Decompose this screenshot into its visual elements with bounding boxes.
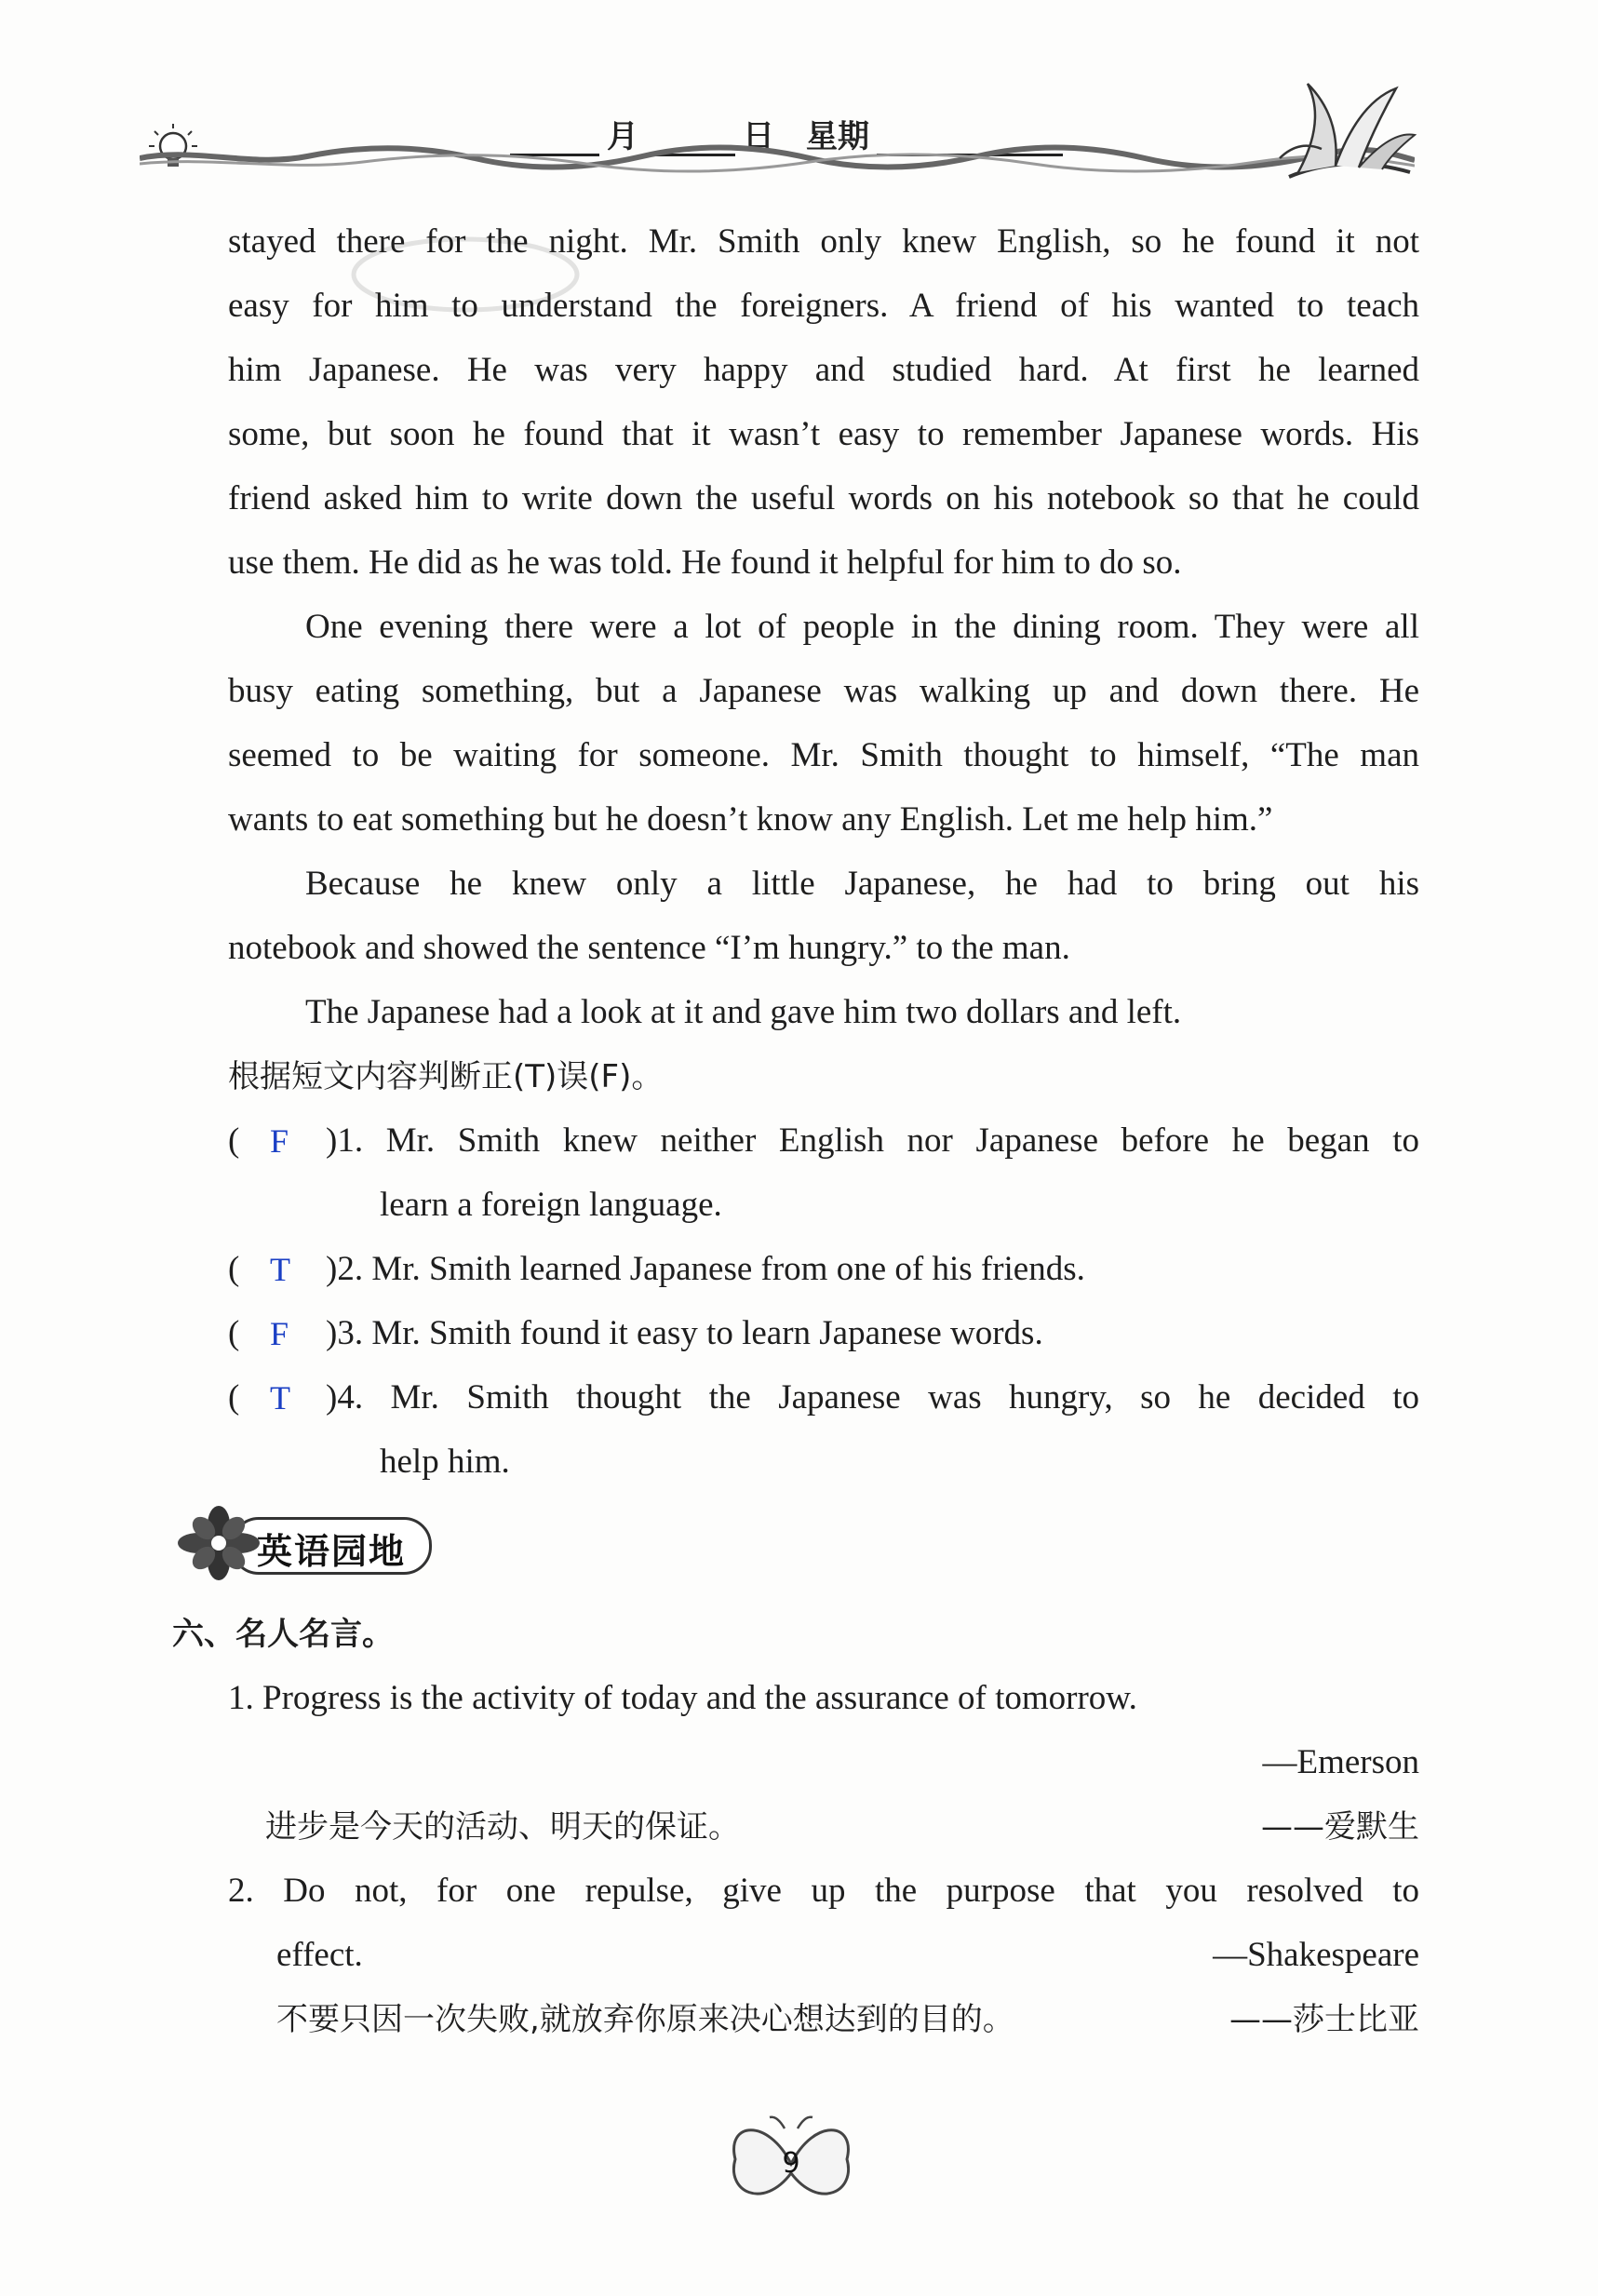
tf-paren: ( [228, 1378, 240, 1417]
quote-1-author-zh: ——爱默生 [1261, 1808, 1419, 1846]
quote-1-zh [265, 1801, 1419, 1853]
day-label: 日 [743, 118, 774, 155]
passage-line: wants to eat something but he doesn’t know any English. Let me help him.” [228, 800, 1273, 839]
quote-1-zh-text: 进步是今天的活动、明天的保证。 [265, 1808, 740, 1846]
tf-question-1-cont: learn a foreign language. [380, 1186, 722, 1224]
header-divider [140, 140, 1415, 177]
page-header [0, 0, 1598, 205]
quote-2-author-zh: ——莎士比亚 [1229, 2001, 1419, 2038]
tf-item-1 [228, 1115, 1419, 1167]
passage-line: friend asked him to write down the useful words on his notebook so that he could [228, 479, 1419, 517]
tf-paren: ( [228, 1250, 240, 1288]
passage-line: some, but soon he found that it wasn’t easy to remember Japanese words. His [228, 415, 1419, 453]
tf-answer-1[interactable]: F [270, 1122, 289, 1160]
flower-icon [168, 1506, 270, 1580]
banner-label: 英语园地 [257, 1531, 407, 1572]
tf-answer-2[interactable]: T [270, 1251, 290, 1288]
task-instruction: 根据短文内容判断正(T)误(F)。 [228, 1058, 664, 1095]
weekday-label: 星期 [806, 118, 869, 155]
quote-2-author-en: —Shakespeare [1213, 1936, 1419, 1974]
tf-question-3: )3. Mr. Smith found it easy to learn Japanese words. [326, 1314, 1043, 1352]
tf-question-2: )2. Mr. Smith learned Japanese from one of his friends. [326, 1250, 1085, 1288]
tf-paren: ( [228, 1314, 240, 1352]
plant-icon [1270, 65, 1419, 195]
tf-item-2 [228, 1243, 1419, 1296]
quote-2-zh [276, 1994, 1419, 2046]
quote-2-en-cont-text: effect. [276, 1936, 363, 1974]
passage-line: The Japanese had a look at it and gave him two dollars and left. [305, 993, 1182, 1031]
passage-line: Because he knew only a little Japanese, he had to bring out his [305, 865, 1419, 903]
page-number: 9 [782, 2147, 800, 2180]
quote-2-zh-text: 不要只因一次失败,就放弃你原来决心想达到的目的。 [276, 2001, 1014, 2038]
tf-answer-4[interactable]: T [270, 1379, 290, 1417]
tf-question-1: )1. Mr. Smith knew neither English nor Japanese before he began to [326, 1121, 1419, 1160]
quote-2-en-cont [276, 1929, 1419, 1981]
section-heading: 六、名人名言。 [172, 1616, 394, 1653]
passage-line: him Japanese. He was very happy and studied hard. At first he learned [228, 351, 1419, 389]
passage-line: easy for him to understand the foreigners. A friend of his wanted to teach [228, 287, 1419, 325]
tf-paren: ( [228, 1121, 240, 1160]
passage-line: stayed there for the night. Mr. Smith only knew English, so he found it not [228, 222, 1419, 261]
passage-line: seemed to be waiting for someone. Mr. Smith thought to himself, “The man [228, 736, 1419, 774]
tf-item-4 [228, 1372, 1419, 1424]
quote-1-en: 1. Progress is the activity of today and the assurance of tomorrow. [228, 1679, 1137, 1717]
tf-question-4-cont: help him. [380, 1443, 510, 1481]
tf-answer-3[interactable]: F [270, 1315, 289, 1352]
tf-question-4: )4. Mr. Smith thought the Japanese was hungry, so he decided to [326, 1378, 1419, 1417]
page-number-badge [721, 2108, 861, 2220]
section-banner [168, 1506, 447, 1580]
passage-line: busy eating something, but a Japanese was walking up and down there. He [228, 672, 1419, 710]
passage-line: use them. He did as he was told. He found it helpful for him to do so. [228, 544, 1182, 582]
passage-line: notebook and showed the sentence “I’m hungry.” to the man. [228, 929, 1070, 967]
quote-1-author-en: —Emerson [1262, 1743, 1419, 1781]
month-label: 月 [607, 118, 638, 155]
quote-2-en: 2. Do not, for one repulse, give up the purpose that you resolved to [228, 1872, 1419, 1910]
passage-line: One evening there were a lot of people in the dining room. They were all [305, 608, 1419, 646]
tf-item-3 [228, 1308, 1419, 1360]
